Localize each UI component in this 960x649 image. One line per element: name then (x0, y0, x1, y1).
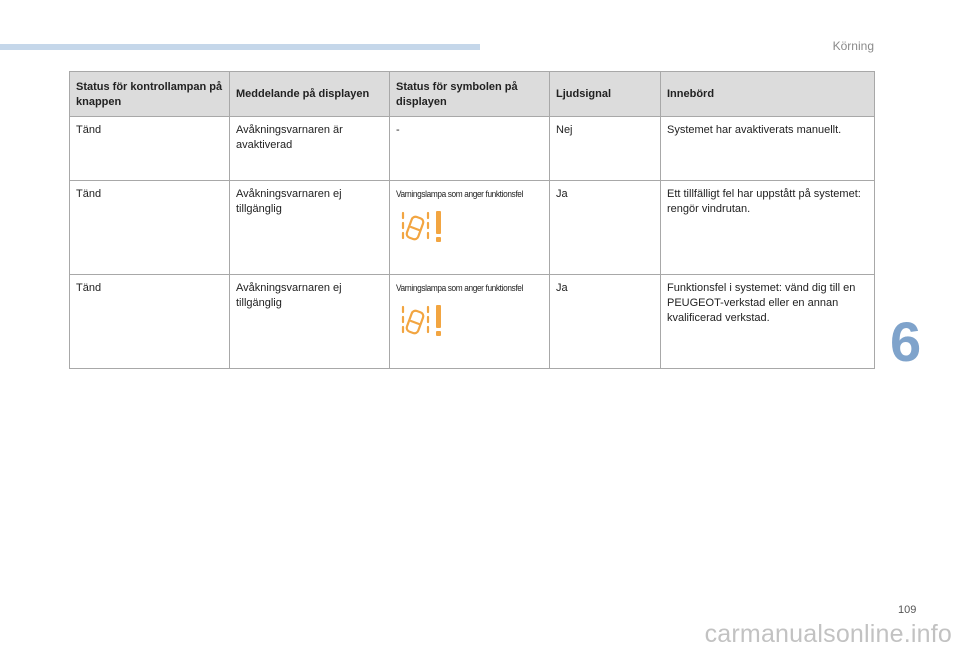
cell-symbol-status (390, 275, 550, 369)
cell-meaning: Ett tillfälligt fel har uppstått på systemet: rengör vindrutan. (661, 181, 875, 275)
cell-sound-signal: Ja (550, 181, 661, 275)
cell-button-status: Tänd (70, 181, 230, 275)
page-number: 109 (898, 604, 917, 616)
cell-sound-signal: Nej (550, 117, 661, 181)
symbol-caption: Varningslampa som anger funktionsfel (396, 189, 523, 199)
header-display-message: Meddelande på displayen (230, 72, 390, 117)
table-row (70, 117, 875, 181)
cell-meaning: Systemet har avaktiverats manuellt. (661, 117, 875, 181)
chapter-number: 6 (890, 310, 922, 373)
status-table (69, 71, 875, 369)
lane-departure-warning-icon (400, 208, 446, 246)
table-row (70, 181, 875, 275)
cell-display-message: Avåkningsvarnaren ej tillgänglig (230, 181, 390, 275)
cell-sound-signal: Ja (550, 275, 661, 369)
table-header-row (70, 72, 875, 117)
top-accent-bar (0, 44, 480, 50)
lane-departure-warning-icon (400, 302, 446, 340)
symbol-caption: Varningslampa som anger funktionsfel (396, 283, 523, 293)
cell-button-status: Tänd (70, 275, 230, 369)
cell-meaning: Funktionsfel i systemet: vänd dig till en PEUGEOT-verkstad eller en annan kvalificerad verkstad. (661, 275, 875, 369)
header-meaning: Innebörd (661, 72, 875, 117)
cell-symbol-status (390, 181, 550, 275)
cell-display-message: Avåkningsvarnaren är avaktiverad (230, 117, 390, 181)
cell-symbol-status: - (390, 117, 550, 181)
table-row (70, 275, 875, 369)
header-symbol-status: Status för symbolen på displayen (390, 72, 550, 117)
header-sound-signal: Ljudsignal (550, 72, 661, 117)
watermark: carmanualsonline.info (704, 620, 952, 648)
cell-button-status: Tänd (70, 117, 230, 181)
cell-display-message: Avåkningsvarnaren ej tillgänglig (230, 275, 390, 369)
section-title: Körning (832, 39, 874, 53)
header-button-status: Status för kontrollampan på knappen (70, 72, 230, 117)
